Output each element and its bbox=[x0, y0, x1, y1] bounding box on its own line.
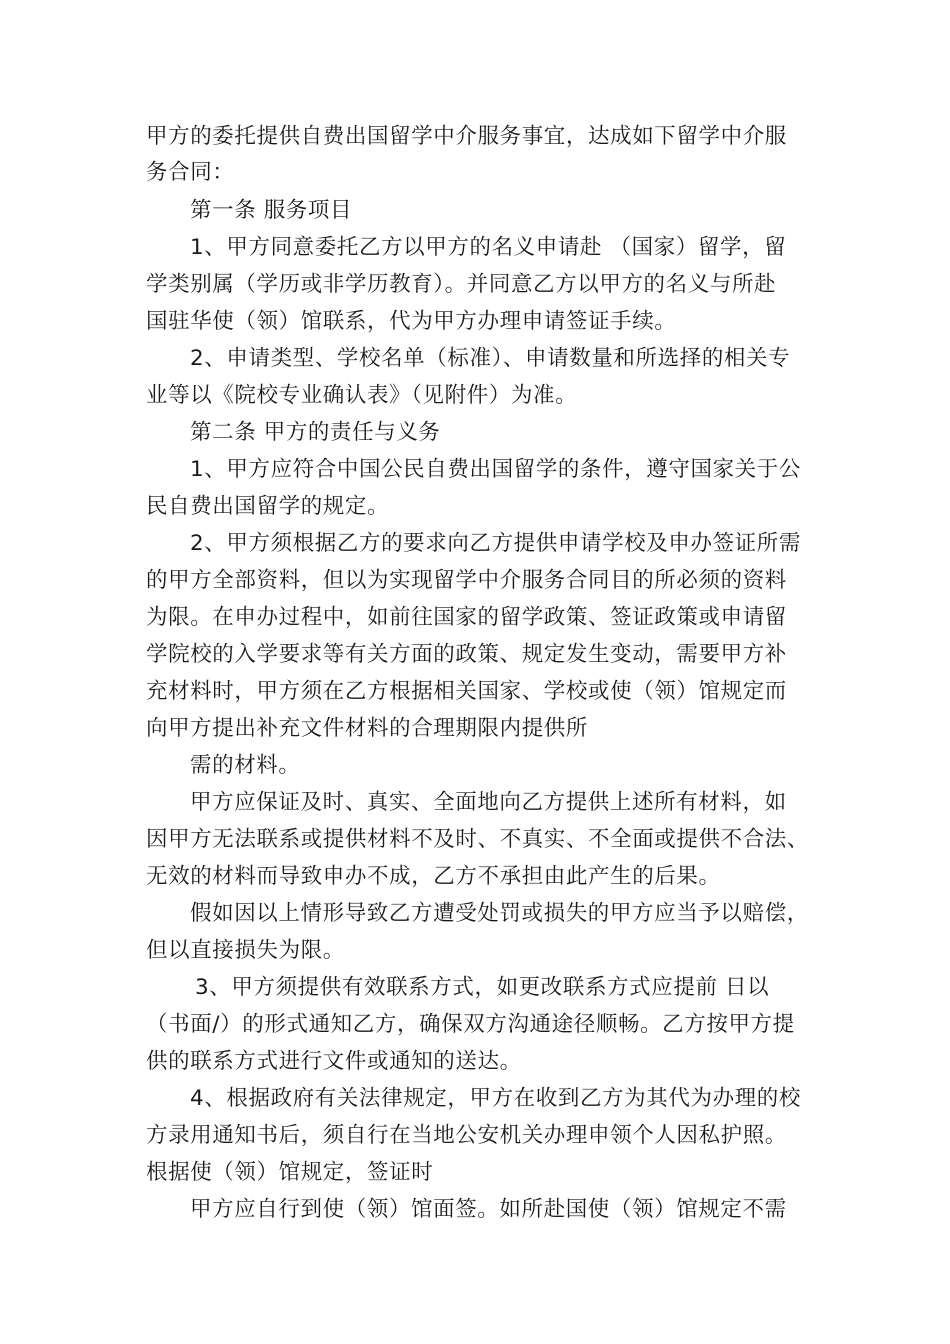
text-line-24: 3、甲方须提供有效联系方式，如更改联系方式应提前 日以 bbox=[195, 975, 770, 1000]
text-line-5: 学类别属（学历或非学历教育）。并同意乙方以甲方的名义与所赴 bbox=[146, 272, 777, 297]
text-line-11: 民自费出国留学的规定。 bbox=[146, 494, 390, 519]
text-line-15: 学院校的入学要求等有关方面的政策、规定发生变动，需要甲方补 bbox=[146, 642, 787, 667]
text-line-22: 假如因以上情形导致乙方遭受处罚或损失的甲方应当予以赔偿， bbox=[190, 901, 809, 926]
text-line-20: 因甲方无法联系或提供材料不及时、不真实、不全面或提供不合法、 bbox=[146, 827, 810, 852]
text-line-30: 甲方应自行到使（领）馆面签。如所赴国使（领）馆规定不需 bbox=[190, 1197, 787, 1222]
text-line-7: 2、申请类型、学校名单（标准）、申请数量和所选择的相关专 bbox=[190, 346, 791, 371]
text-line-21: 无效的材料而导致申办不成，乙方不承担由此产生的后果。 bbox=[146, 864, 721, 889]
text-line-28: 方录用通知书后，须自行在当地公安机关办理申领个人因私护照。 bbox=[146, 1123, 787, 1148]
text-line-17: 向甲方提出补充文件材料的合理期限内提供所 bbox=[146, 716, 589, 741]
text-line-2: 务合同： bbox=[146, 160, 235, 185]
text-line-6: 国驻华使（领）馆联系，代为甲方办理申请签证手续。 bbox=[146, 309, 677, 334]
text-line-12: 2、甲方须根据乙方的要求向乙方提供申请学校及申办签证所需 bbox=[190, 531, 801, 556]
text-line-26: 供的联系方式进行文件或通知的送达。 bbox=[146, 1049, 522, 1074]
text-line-25: （书面/）的形式通知乙方，确保双方沟通途径顺畅。乙方按甲方提 bbox=[146, 1012, 795, 1037]
text-line-27: 4、根据政府有关法律规定，甲方在收到乙方为其代为办理的校 bbox=[190, 1086, 801, 1111]
section-heading-1: 第一条 服务项目 bbox=[190, 198, 353, 223]
text-line-18: 需的材料。 bbox=[190, 753, 301, 778]
text-line-13: 的甲方全部资料，但以为实现留学中介服务合同目的所必须的资料 bbox=[146, 568, 787, 593]
text-line-19: 甲方应保证及时、真实、全面地向乙方提供上述所有材料，如 bbox=[190, 790, 787, 815]
text-line-10: 1、甲方应符合中国公民自费出国留学的条件，遵守国家关于公 bbox=[190, 457, 801, 482]
text-line-1: 甲方的委托提供自费出国留学中介服务事宜，达成如下留学中介服 bbox=[146, 124, 787, 149]
section-heading-2: 第二条 甲方的责任与义务 bbox=[190, 420, 441, 445]
text-line-14: 为限。在申办过程中，如前往国家的留学政策、签证政策或申请留 bbox=[146, 605, 787, 630]
text-line-29: 根据使（领）馆规定，签证时 bbox=[146, 1160, 434, 1185]
text-line-8: 业等以《院校专业确认表》（见附件）为准。 bbox=[146, 383, 578, 408]
text-line-4: 1、甲方同意委托乙方以甲方的名义申请赴 （国家）留学，留 bbox=[190, 235, 787, 260]
text-line-23: 但以直接损失为限。 bbox=[146, 938, 345, 963]
text-line-16: 充材料时，甲方须在乙方根据相关国家、学校或使（领）馆规定而 bbox=[146, 679, 787, 704]
